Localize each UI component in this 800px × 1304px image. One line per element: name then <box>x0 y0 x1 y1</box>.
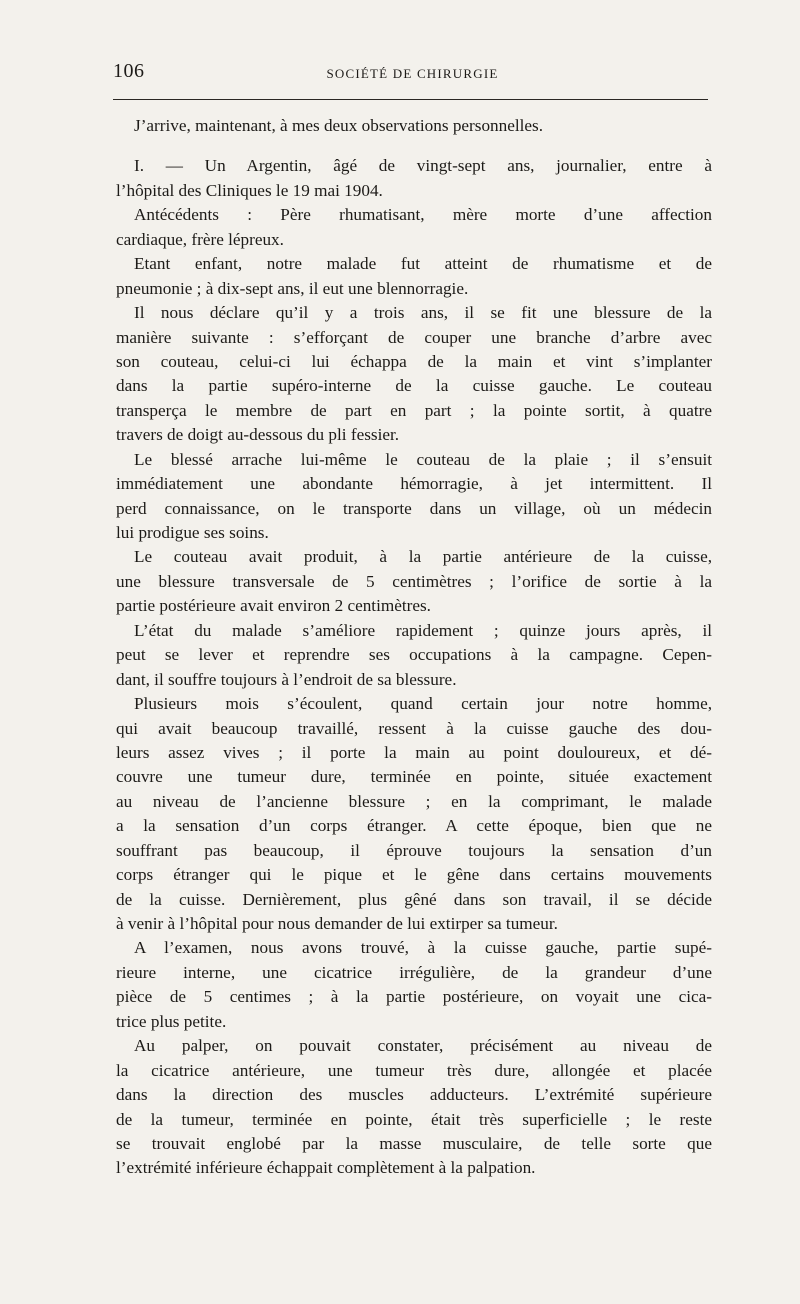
text-line: Etant enfant, notre malade fut atteint de rhumatisme et de <box>134 254 712 274</box>
text-line: J’arrive, maintenant, à mes deux observations personnelles. <box>134 116 544 135</box>
text-line: couvre une tumeur dure, terminée en pointe, située exactement <box>116 767 712 787</box>
text-line: cardiaque, frère lépreux. <box>116 229 284 249</box>
text-line: dans la partie supéro-interne de la cuisse gauche. Le couteau <box>116 376 712 396</box>
paragraph <box>116 154 712 203</box>
text-line: I. — Un Argentin, âgé de vingt-sept ans, journalier, entre à <box>134 156 712 176</box>
page-number: 106 <box>113 60 145 82</box>
text-line: dans la direction des muscles adducteurs. L’extrémité supérieure <box>116 1085 712 1105</box>
page-header <box>113 58 712 88</box>
text-line: souffrant pas beaucoup, il éprouve toujours la sensation d’un <box>116 840 712 860</box>
text-line: transperça le membre de part en part ; la pointe sortit, à quatre <box>116 400 712 420</box>
text-line: dant, il souffre toujours à l’endroit de sa blessure. <box>116 669 457 689</box>
header-rule <box>113 99 708 100</box>
page-body <box>116 114 712 1181</box>
text-line: de la cuisse. Dernièrement, plus gêné dans son travail, il se décide <box>116 889 712 909</box>
text-line: immédiatement une abondante hémorragie, à jet intermittent. Il <box>116 474 712 494</box>
text-line: au niveau de l’ancienne blessure ; en la comprimant, le malade <box>116 791 712 811</box>
text-line: pièce de 5 centimes ; à la partie postérieure, on voyait une cica- <box>116 987 712 1007</box>
text-line: Plusieurs mois s’écoulent, quand certain jour notre homme, <box>134 694 712 714</box>
text-line: une blessure transversale de 5 centimètres ; l’orifice de sortie à la <box>116 571 712 591</box>
text-line: qui avait beaucoup travaillé, ressent à la cuisse gauche des dou- <box>116 718 712 738</box>
text-line: peut se lever et reprendre ses occupations à la campagne. Cepen- <box>116 645 712 665</box>
text-line: partie postérieure avait environ 2 centimètres. <box>116 596 431 616</box>
text-line: Antécédents : Père rhumatisant, mère morte d’une affection <box>134 205 712 225</box>
text-line: manière suivante : s’efforçant de couper une branche d’arbre avec <box>116 327 712 347</box>
text-line: leurs assez vives ; il porte la main au point douloureux, et dé- <box>116 742 712 762</box>
running-title: SOCIÉTÉ DE CHIRURGIE <box>326 66 499 81</box>
text-line: Au palper, on pouvait constater, précisément au niveau de <box>134 1036 712 1056</box>
text-line: rieure interne, une cicatrice irrégulière, de la grandeur d’une <box>116 962 712 982</box>
text-line: perd connaissance, on le transporte dans un village, où un médecin <box>116 498 712 518</box>
paragraph <box>116 1034 712 1181</box>
paragraph <box>116 203 712 252</box>
text-line: A l’examen, nous avons trouvé, à la cuisse gauche, partie supé- <box>134 938 712 958</box>
text-line: Le couteau avait produit, à la partie antérieure de la cuisse, <box>134 547 712 567</box>
text-line: l’extrémité inférieure échappait complètement à la palpation. <box>116 1158 536 1178</box>
paragraph <box>116 936 712 1034</box>
text-line: Il nous déclare qu’il y a trois ans, il se fit une blessure de la <box>134 303 712 323</box>
text-line: trice plus petite. <box>116 1011 227 1031</box>
paragraph-gap <box>116 138 712 154</box>
paragraph <box>116 692 712 936</box>
text-line: son couteau, celui-ci lui échappa de la main et vint s’implanter <box>116 351 712 371</box>
text-line: a la sensation d’un corps étranger. A cette époque, bien que ne <box>116 816 712 836</box>
text-line: pneumonie ; à dix-sept ans, il eut une blennorragie. <box>116 278 469 298</box>
text-line: à venir à l’hôpital pour nous demander de lui extirper sa tumeur. <box>116 914 558 933</box>
text-line: de la tumeur, terminée en pointe, était très superficielle ; le reste <box>116 1109 712 1129</box>
paragraph <box>116 114 712 138</box>
paragraph <box>116 619 712 692</box>
text-line: Le blessé arrache lui-même le couteau de la plaie ; il s’ensuit <box>134 449 712 469</box>
text-line: se trouvait englobé par la masse musculaire, de telle sorte que <box>116 1133 712 1153</box>
text-line: la cicatrice antérieure, une tumeur très dure, allongée et placée <box>116 1060 712 1080</box>
paragraph <box>116 545 712 618</box>
paragraph <box>116 252 712 301</box>
paragraph <box>116 448 712 546</box>
text-line: L’état du malade s’améliore rapidement ; quinze jours après, il <box>134 620 712 640</box>
text-line: travers de doigt au-dessous du pli fessier. <box>116 425 400 445</box>
text-line: lui prodigue ses soins. <box>116 523 269 542</box>
text-line: l’hôpital des Cliniques le 19 mai 1904. <box>116 180 383 200</box>
paragraph <box>116 301 712 448</box>
text-line: corps étranger qui le pique et le gêne dans certains mouvements <box>116 865 712 885</box>
